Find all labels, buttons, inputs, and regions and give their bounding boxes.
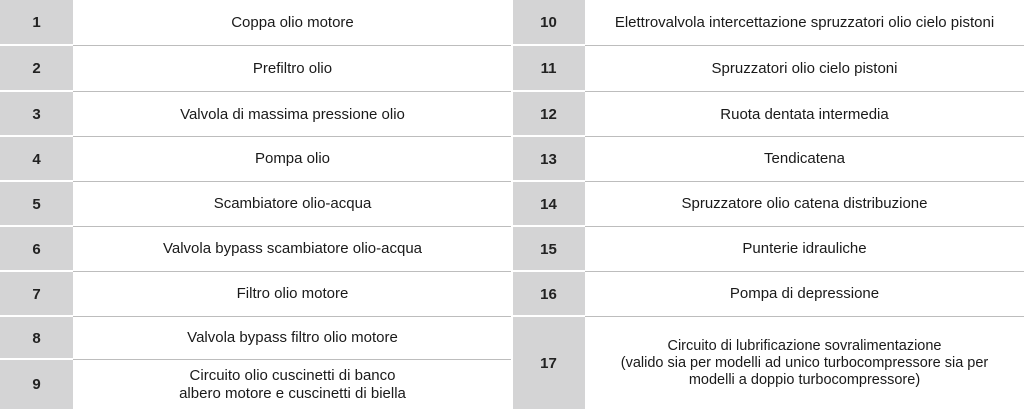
item-number: 17 <box>540 354 557 372</box>
table-row <box>0 46 512 91</box>
table-row <box>512 182 1024 226</box>
item-number: 1 <box>32 14 41 31</box>
table-row <box>0 227 512 271</box>
item-description: Elettrovalvola intercettazione spruzzatori olio cielo pistoni <box>614 13 995 31</box>
column-divider <box>511 0 513 409</box>
table-row <box>0 92 512 137</box>
item-number: 15 <box>540 240 557 258</box>
item-description: Punterie idrauliche <box>742 240 867 257</box>
item-description: Ruota dentata intermedia <box>720 105 889 123</box>
table-row <box>512 317 1024 409</box>
item-description: Tendicatena <box>764 150 845 167</box>
item-description: Scambiatore olio-acqua <box>213 195 372 212</box>
table-row <box>512 92 1024 137</box>
item-description: Circuito olio cuscinetti di banco albero motore e cuscinetti di biella <box>179 366 406 402</box>
item-description: Spruzzatore olio catena distribuzione <box>681 195 928 212</box>
legend-right-column <box>512 0 1024 409</box>
item-number: 7 <box>32 285 41 303</box>
item-number: 16 <box>540 285 557 303</box>
item-description: Valvola bypass scambiatore olio-acqua <box>162 240 423 257</box>
table-row <box>0 137 512 181</box>
table-row <box>0 182 512 226</box>
table-row <box>0 272 512 316</box>
item-number: 5 <box>32 195 41 213</box>
table-row <box>512 227 1024 271</box>
table-row <box>512 0 1024 45</box>
item-number: 8 <box>32 329 41 347</box>
item-description: Valvola bypass filtro olio motore <box>187 329 398 346</box>
table-row <box>512 137 1024 181</box>
table-row <box>0 0 512 45</box>
item-description: Prefiltro olio <box>252 59 333 77</box>
item-description: Coppa olio motore <box>231 13 354 31</box>
item-description: Valvola di massima pressione olio <box>180 105 405 123</box>
item-description: Pompa di depressione <box>729 285 880 302</box>
table-row <box>512 272 1024 316</box>
item-description: Pompa olio <box>254 150 331 167</box>
item-number: 4 <box>32 150 41 168</box>
item-number: 10 <box>540 14 557 31</box>
item-number: 12 <box>540 106 557 123</box>
item-number: 2 <box>32 60 41 77</box>
item-description: Spruzzatori olio cielo pistoni <box>711 59 898 77</box>
table-row <box>0 317 512 359</box>
item-description: Circuito di lubrificazione sovralimentazione (valido sia per modelli ad unico turbocompressore sia per modelli a doppio turbocompressore) <box>620 337 989 388</box>
item-description: Filtro olio motore <box>236 285 349 302</box>
table-row <box>512 46 1024 91</box>
item-number: 6 <box>32 240 41 258</box>
table-row <box>0 360 512 409</box>
item-number: 9 <box>32 376 41 393</box>
item-number: 13 <box>540 150 557 168</box>
item-number: 3 <box>32 106 41 123</box>
item-number: 14 <box>540 195 557 213</box>
item-number: 11 <box>540 60 557 77</box>
